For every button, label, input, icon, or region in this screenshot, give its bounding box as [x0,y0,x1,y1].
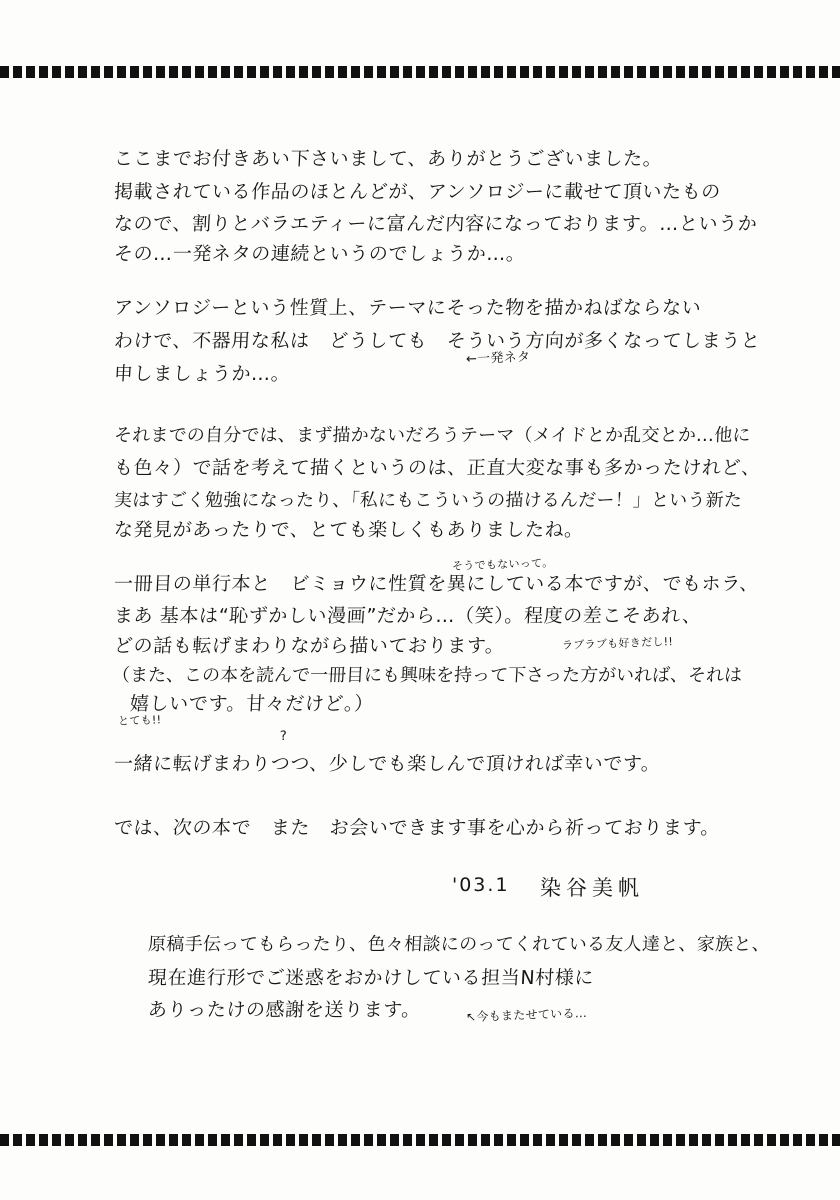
paragraph1-line3: なので、割りとバラエティーに富んだ内容になっております。…というか [113,213,758,235]
paragraph4-line3: どの話も転げまわりながら描いております。 [113,635,506,657]
paragraph4-line1: 一冊目の単行本と ビミョウに性質を異にしている本ですが、でもホラ、 [113,573,760,595]
paragraph4-note-lovelove: ラブラブも好きだし!! [561,635,674,652]
paragraph5-line: 一緒に転げまわりつつ、少しでも楽しんで頂ければ幸いです。 [113,753,662,775]
paragraph1-line2: 掲載されている作品のほとんどが、アンソロジーに載せて頂いたもの [113,181,722,203]
thanks-line2: 現在進行形でご迷惑をおかけしている担当N村様に [147,967,595,989]
paragraph3-line2: も色々）で話を考えて描くというのは、正直大変な事も多かったけれど、 [113,457,762,479]
paragraph6-line: では、次の本で また お会いできます事を心から祈っております。 [113,817,721,839]
thanks-line3: ありったけの感謝を送ります。 [147,999,422,1021]
top-dotted-border [0,66,840,78]
paragraph4-line5: 嬉しいです。甘々だけど。） [129,693,375,715]
signature-name: 染谷美帆 [540,876,644,900]
paragraph3-line1: それまでの自分では、まず描かないだろうテーマ（メイドとか乱交とか…他に [113,425,752,446]
paragraph2-line1: アンソロジーという性質上、テーマにそった物を描かねばならない [113,297,702,319]
paragraph1-line4: その…一発ネタの連続というのでしょうか…。 [113,243,527,265]
paragraph4-line2: まあ 基本は“恥ずかしい漫画”だから…（笑）。程度の差こそあれ、 [113,605,703,627]
signature-date: '03.1 [452,874,510,896]
paragraph2-line2: わけで、不器用な私は どうしても そういう方向が多くなってしまうと [113,330,761,352]
paragraph2-line3: 申しましょうか…。 [113,363,291,385]
paragraph4-note-totemo: とても!! [117,713,162,728]
paragraph4-note-above: そうでもないって。 [451,556,554,573]
paragraph4-line4: （また、この本を読んで一冊目にも興味を持って下さった方がいれば、それは [111,665,743,686]
paragraph1-line1: ここまでお付きあい下さいまして、ありがとうございました。 [113,148,663,170]
paragraph5-note: ? [279,728,288,745]
thanks-line1: 原稿手伝ってもらったり、色々相談にのってくれている友人達と、家族と、 [147,934,771,955]
paragraph3-line4: な発見があったりで、とても楽しくもありましたね。 [113,519,585,541]
bottom-dotted-border [0,1134,840,1146]
paragraph3-line3: 実はすごく勉強になったり、「私にもこういうの描けるんだー！」という新た [113,490,743,511]
paragraph2-note: ←一発ネタ [465,349,531,368]
thanks-note: ↖今もまたせている… [465,1005,588,1025]
